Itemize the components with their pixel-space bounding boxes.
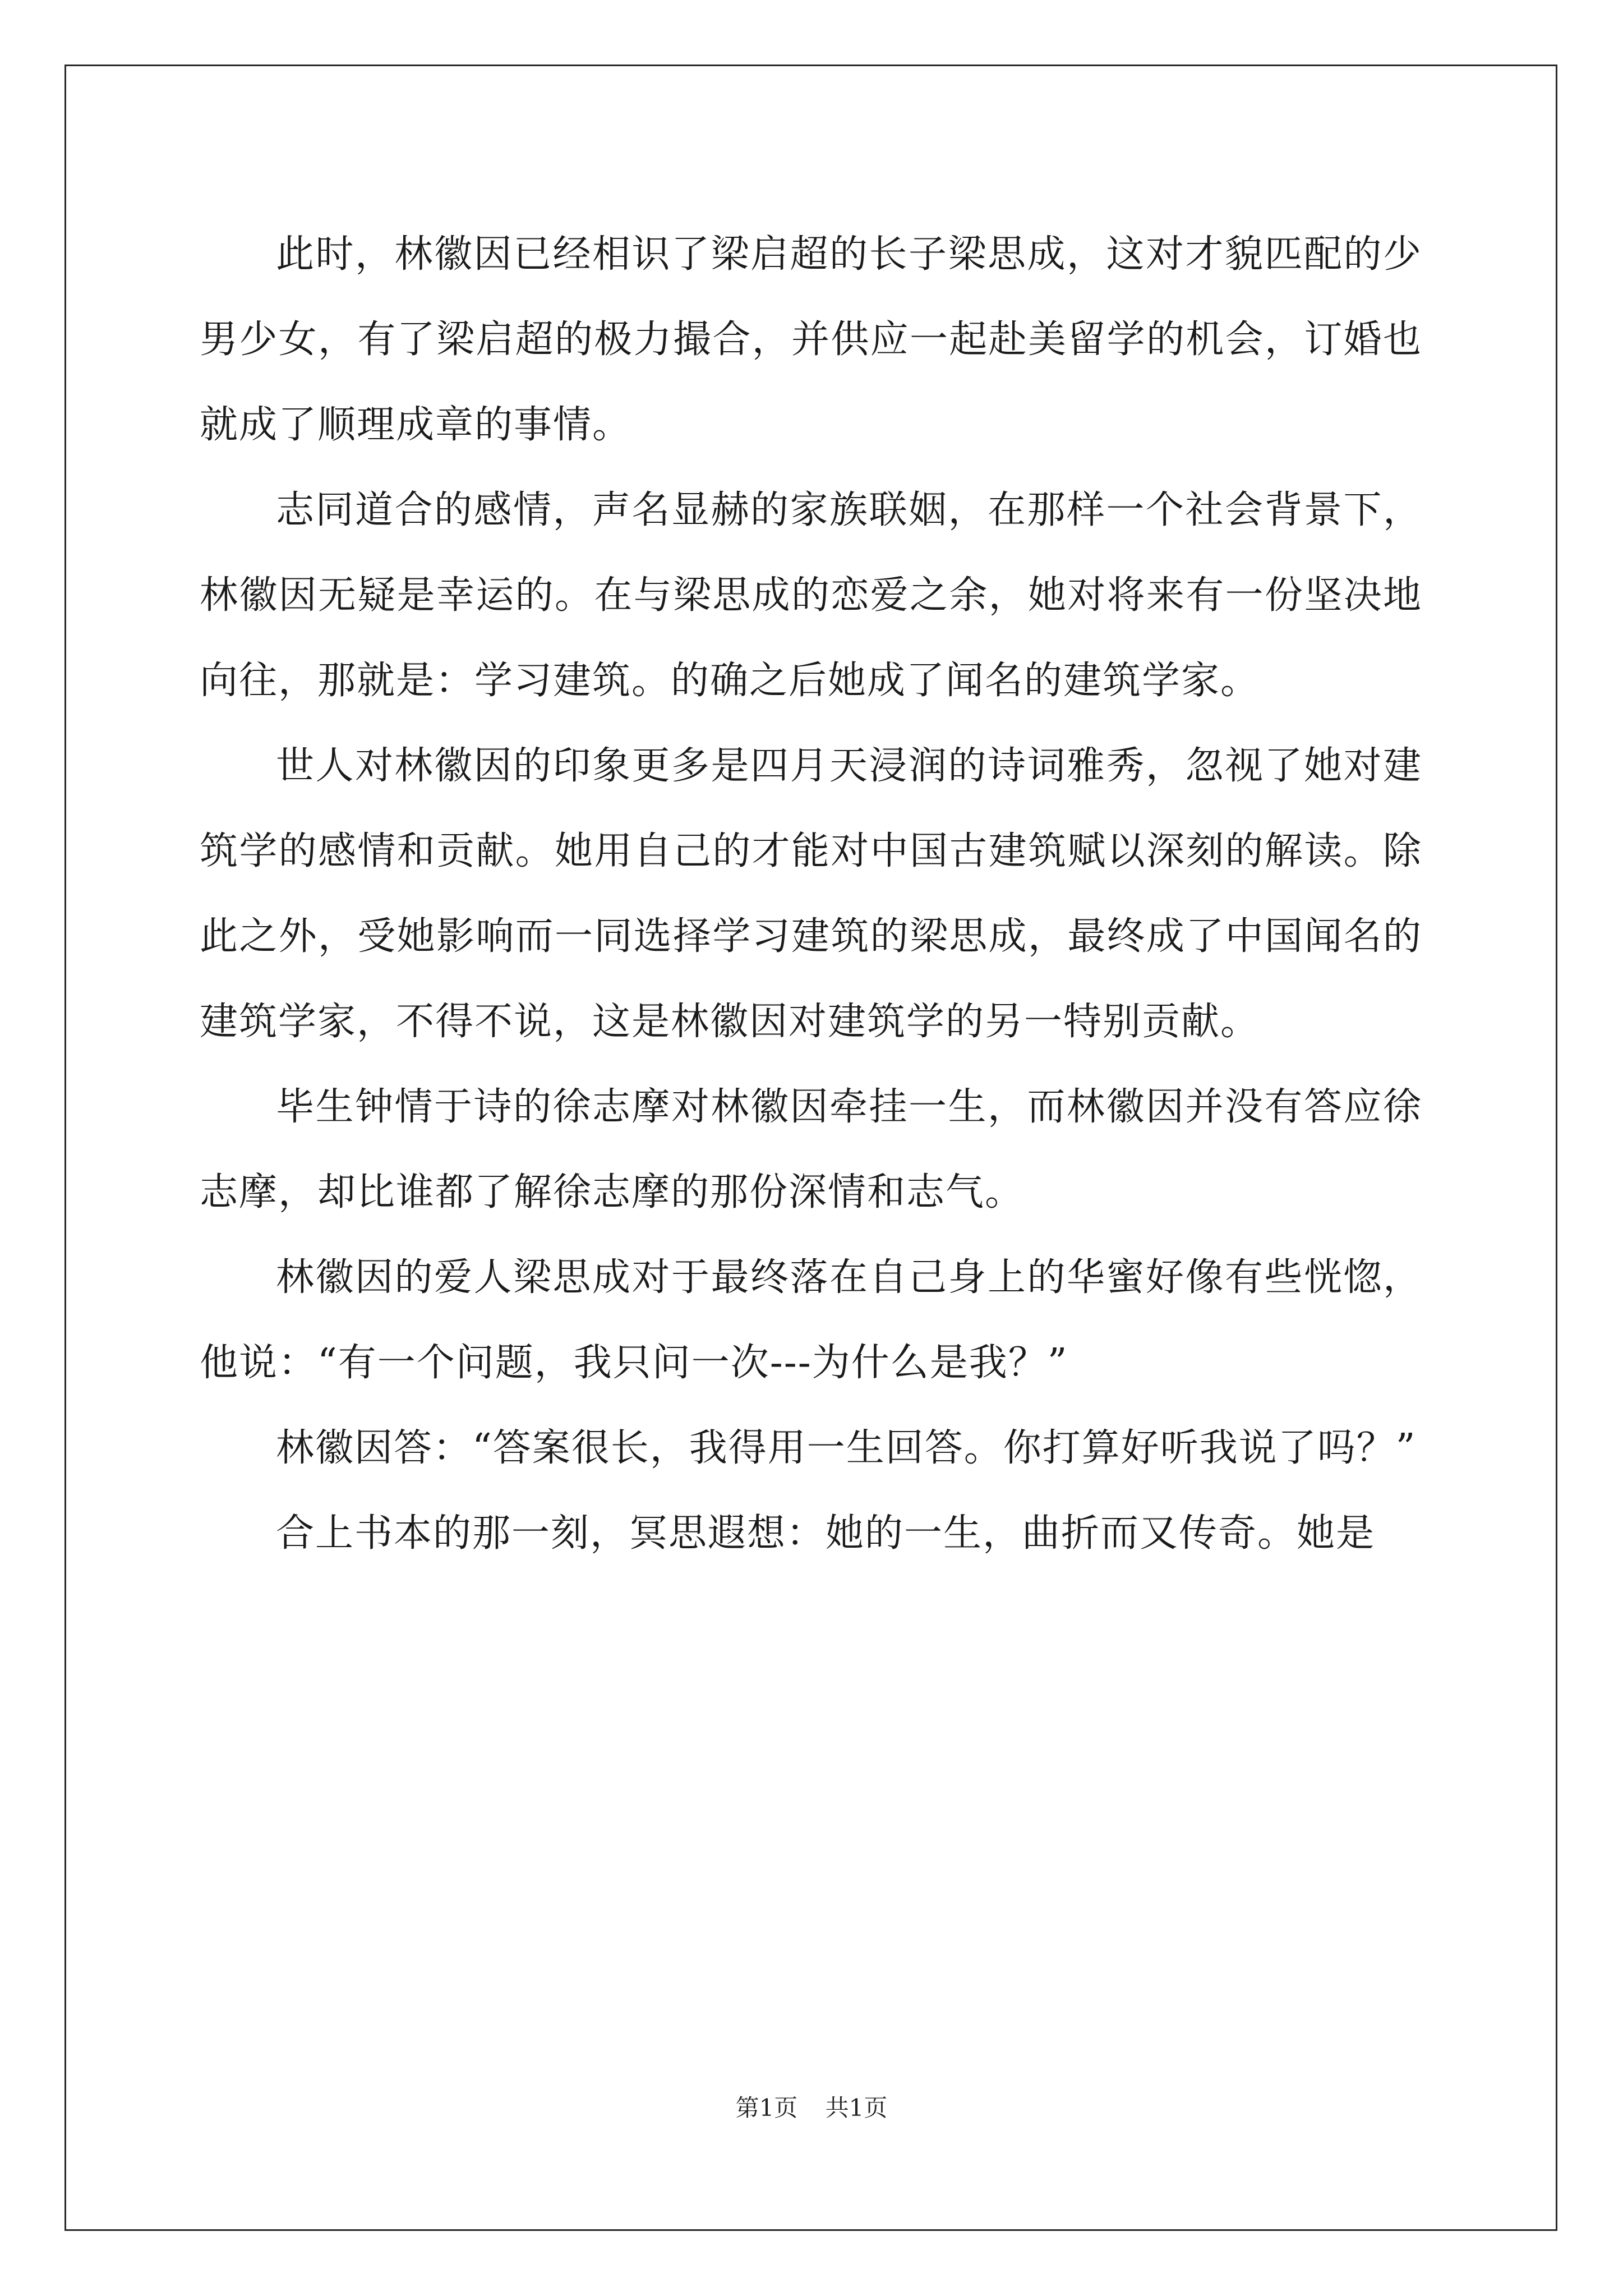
paragraph: 林徽因答：“答案很长，我得用一生回答。你打算好听我说了吗？”	[276, 1426, 1417, 1470]
page-footer	[0, 2090, 1623, 2123]
page-total: 共1页	[825, 2094, 888, 2122]
paragraph: 林徽因的爱人梁思成对于最终落在自己身上的华蜜好像有些恍惚，他说：“有一个问题，我只问一次---为什么是我？”	[200, 1255, 1422, 1385]
paragraph: 志同道合的感情，声名显赫的家族联姻，在那样一个社会背景下，林徽因无疑是幸运的。在与梁思成的恋爱之余，她对将来有一份坚决地向往，那就是：学习建筑。的确之后她成了闻名的建筑学家。	[200, 488, 1422, 703]
paragraph: 此时，林徽因已经相识了梁启超的长子梁思成，这对才貌匹配的少男少女，有了梁启超的极力撮合，并供应一起赴美留学的机会，订婚也就成了顺理成章的事情。	[200, 232, 1422, 447]
paragraph: 合上书本的那一刻，冥思遐想：她的一生，曲折而又传奇。她是	[276, 1511, 1376, 1556]
page-number: 第1页	[735, 2094, 798, 2122]
document-body	[200, 212, 1422, 1576]
paragraph: 世人对林徽因的印象更多是四月天浸润的诗词雅秀，忽视了她对建筑学的感情和贡献。她用自己的才能对中国古建筑赋以深刻的解读。除此之外，受她影响而一同选择学习建筑的梁思成，最终成了中国闻名的建筑学家，不得不说，这是林徽因对建筑学的另一特别贡献。	[200, 744, 1422, 1044]
paragraph: 毕生钟情于诗的徐志摩对林徽因牵挂一生，而林徽因并没有答应徐志摩，却比谁都了解徐志摩的那份深情和志气。	[200, 1085, 1422, 1214]
